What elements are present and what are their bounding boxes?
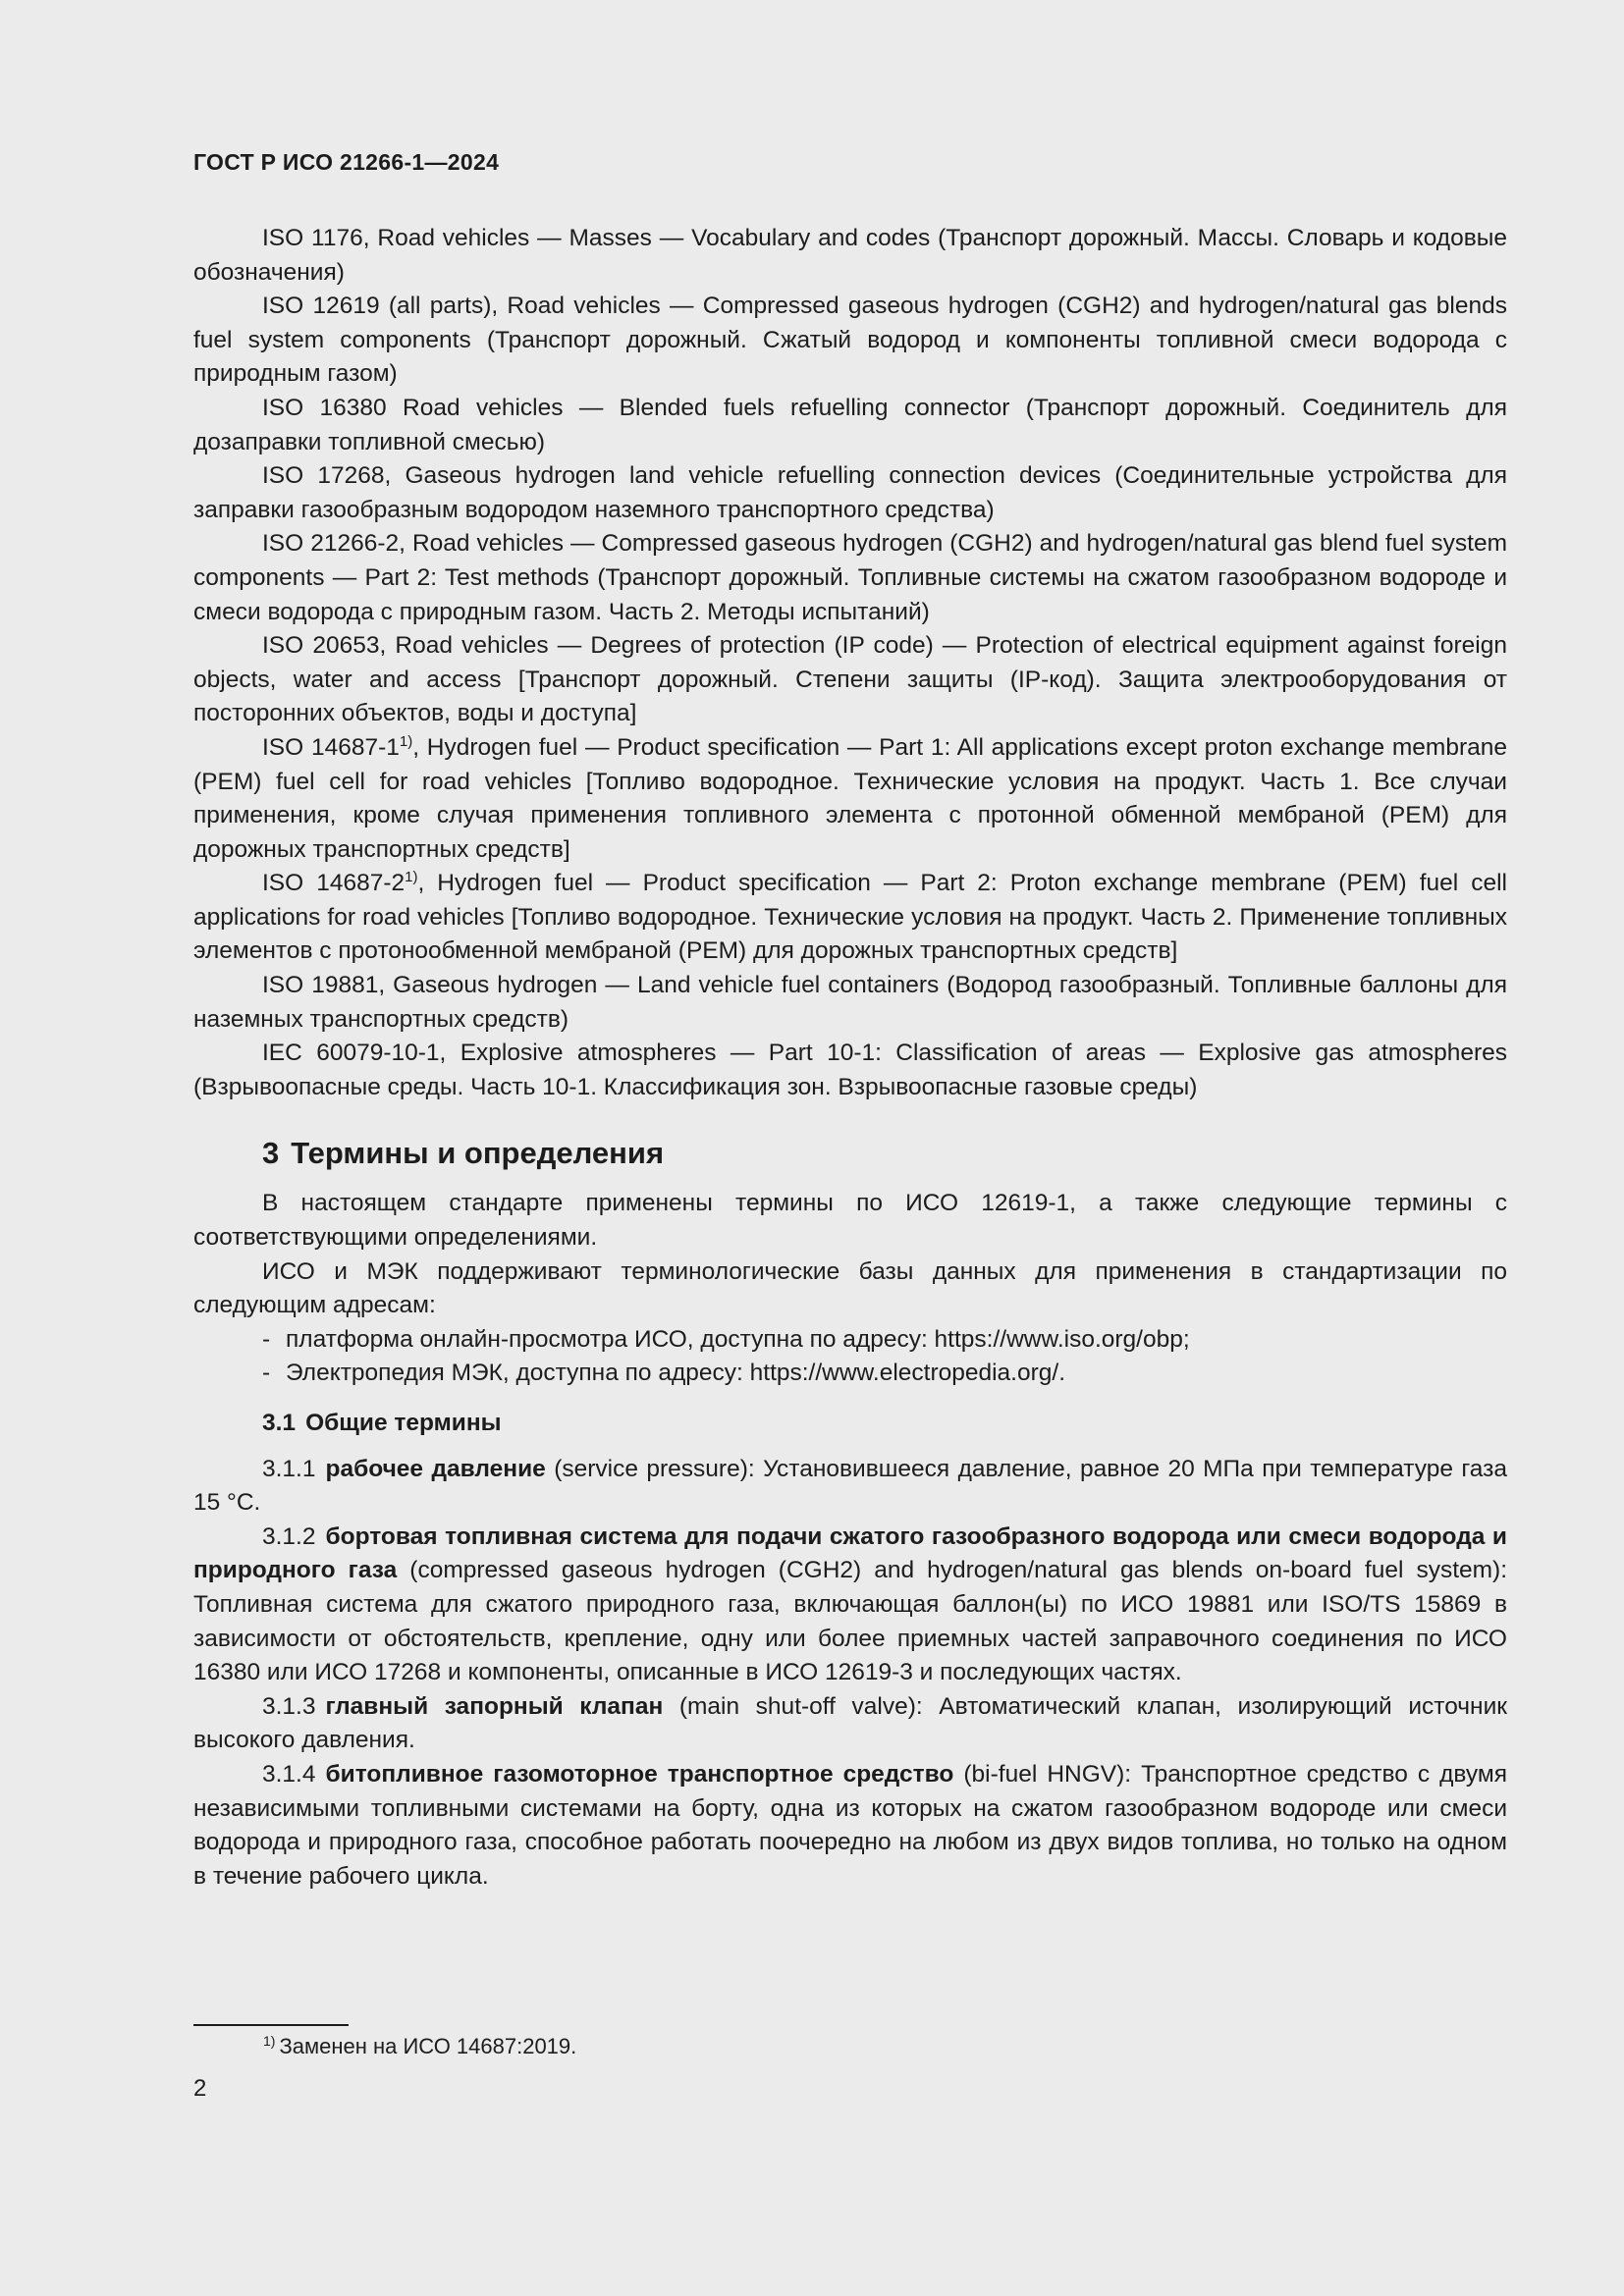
reference-code: IEC 60079-10-1 [262,1040,440,1067]
reference-code: ISO 16380 [262,394,387,421]
page-number: 2 [193,2075,207,2102]
term-name: битопливное газомоторное транспортное средство [325,1760,954,1788]
subsection-title: Общие термины [305,1410,502,1436]
reference-text: , Hydrogen fuel — Product specification — Part 2: Proton exchange membrane (PEM) fuel cell applications for road vehicles [Топливо водородное. Технические условия на продукт. Часть 2. Применение топливных элементов с протонообменной мембраной (PEM) для дорожных транспортных средств] [193,870,1507,965]
reference-item [193,290,1507,392]
footnote-ref: 1) [399,732,413,750]
reference-code: ISO 21266-2 [262,530,400,558]
reference-item [193,1037,1507,1104]
footnote-marker: 1) [263,2032,276,2049]
term-name: бортовая топливная система для подачи сжатого газообразного водорода или смеси водорода и природного газа [193,1522,1507,1584]
reference-item [193,629,1507,731]
list-item-text: платформа онлайн-просмотра ИСО, доступна по адресу: https://www.iso.org/obp; [286,1325,1190,1353]
footnote-separator [193,2024,349,2026]
term-entry [193,1521,1507,1690]
term-entry [193,1758,1507,1894]
term-number: 3.1.2 [262,1522,316,1550]
reference-text: , Road vehicles — Compressed gaseous hydrogen (CGH2) and hydrogen/natural gas blend fuel system components — Part 2: Test methods (Транспорт дорожный. Топливные системы на сжатом газообразном водороде и смеси водорода с природным газом. Часть 2. Методы испытаний) [193,530,1507,625]
reference-code: ISO 1176 [262,225,363,251]
reference-list [193,222,1507,1104]
term-definition: (compressed gaseous hydrogen (CGH2) and hydrogen/natural gas blends on-board fuel system): Топливная система для сжатого природного газа, включающая баллон(ы) по ИСО 19881 или ISO/TS 15869 в зависимости от обстоятельств, крепление, одну или более приемных частей заправочного соединения по ИСО 16380 или ИСО 17268 и компоненты, описанные в ИСО 12619-3 и последующих частях. [193,1557,1508,1686]
reference-text: , Gaseous hydrogen land vehicle refuelling connection devices (Соединительные устройства для заправки газообразным водородом наземного транспортного средства) [193,462,1507,523]
term-number: 3.1.3 [262,1692,316,1720]
reference-item [193,731,1507,867]
reference-item [193,392,1507,459]
footnote [263,2031,576,2062]
list-marker: - [262,1360,271,1387]
document-header: ГОСТ Р ИСО 21266-1—2024 [193,149,500,175]
term-name: главный запорный клапан [325,1692,664,1720]
term-entry [193,1690,1507,1758]
reference-item [193,527,1507,629]
page-content [193,222,1507,1894]
list-marker: - [262,1325,271,1353]
reference-text: , Gaseous hydrogen — Land vehicle fuel containers (Водород газообразный. Топливные баллоны для наземных транспортных средств) [193,972,1507,1033]
term-definition: (main shut-off valve): Автоматический клапан, изолирующий источник высокого давления. [193,1692,1507,1754]
reference-item [193,459,1507,527]
reference-item [193,867,1507,969]
section-heading [193,1134,1507,1173]
reference-text: Road vehicles — Blended fuels refuelling connector (Транспорт дорожный. Соединитель для дозаправки топливной смесью) [193,394,1507,455]
reference-text: , Road vehicles — Degrees of protection (IP code) — Protection of electrical equipment against foreign objects, water and access [Транспорт дорожный. Степени защиты (IP-код). Защита электрооборудования от посторонних объектов, воды и доступа] [193,632,1507,727]
reference-code: ISO 20653 [262,632,380,660]
list-item [193,1357,1507,1391]
reference-text: , Explosive atmospheres — Part 10-1: Classification of areas — Explosive gas atmospheres (Взрывоопасные среды. Часть 10-1. Классификация зон. Взрывоопасные газовые среды) [193,1040,1507,1100]
footnote-ref: 1) [405,869,418,886]
section-number: 3 [262,1136,280,1171]
subsection-heading [193,1407,1507,1441]
reference-code: ISO 12619 (all parts) [262,293,492,320]
reference-code: ISO 19881 [262,972,379,999]
reference-item [193,969,1507,1037]
term-entry [193,1453,1507,1521]
term-name: рабочее давление [325,1455,546,1482]
term-definition: (bi-fuel HNGV): Транспортное средство с двумя независимыми топливными системами на борту, одна из которых на сжатом газообразном водороде или смеси водорода и природного газа, способное работать поочередно на любом из двух видов топлива, но только на одном в течение рабочего цикла. [193,1760,1507,1890]
list-item [193,1323,1507,1358]
footnote-text: Заменен на ИСО 14687:2019. [279,2034,577,2058]
reference-text: , Hydrogen fuel — Product specification — Part 1: All applications except proton exchange membrane (PEM) fuel cell for road vehicles [Топливо водородное. Технические условия на продукт. Часть 1. Все случаи применения, кроме случая применения топливного элемента с протонной обменной мембраной (PEM) для дорожных транспортных средств] [193,733,1507,863]
section-intro: ИСО и МЭК поддерживают терминологические базы данных для применения в стандартизации по следующим адресам: [193,1257,1507,1319]
term-number: 3.1.1 [262,1455,316,1482]
section-title: Термины и определения [291,1136,665,1171]
reference-code: ISO 17268 [262,462,385,490]
reference-code: ISO 14687-2 [262,870,406,897]
reference-code: ISO 14687-1 [262,733,400,761]
reference-text: , Road vehicles — Compressed gaseous hydrogen (CGH2) and hydrogen/natural gas blends fuel system components (Транспорт дорожный. Сжатый водород и компоненты топливной смеси водорода с природным газом) [193,293,1507,388]
term-definition: (service pressure): Установившееся давление, равное 20 МПа при температуре газа 15 °С. [193,1455,1507,1517]
subsection-number: 3.1 [262,1410,297,1436]
reference-text: , Road vehicles — Masses — Vocabulary and codes (Транспорт дорожный. Массы. Словарь и кодовые обозначения) [193,225,1507,286]
section-intro: В настоящем стандарте применены термины по ИСО 12619-1, а также следующие термины с соответствующими определениями. [193,1190,1507,1252]
term-number: 3.1.4 [262,1760,316,1788]
reference-item [193,222,1507,290]
list-item-text: Электропедия МЭК, доступна по адресу: https://www.electropedia.org/. [286,1360,1066,1387]
